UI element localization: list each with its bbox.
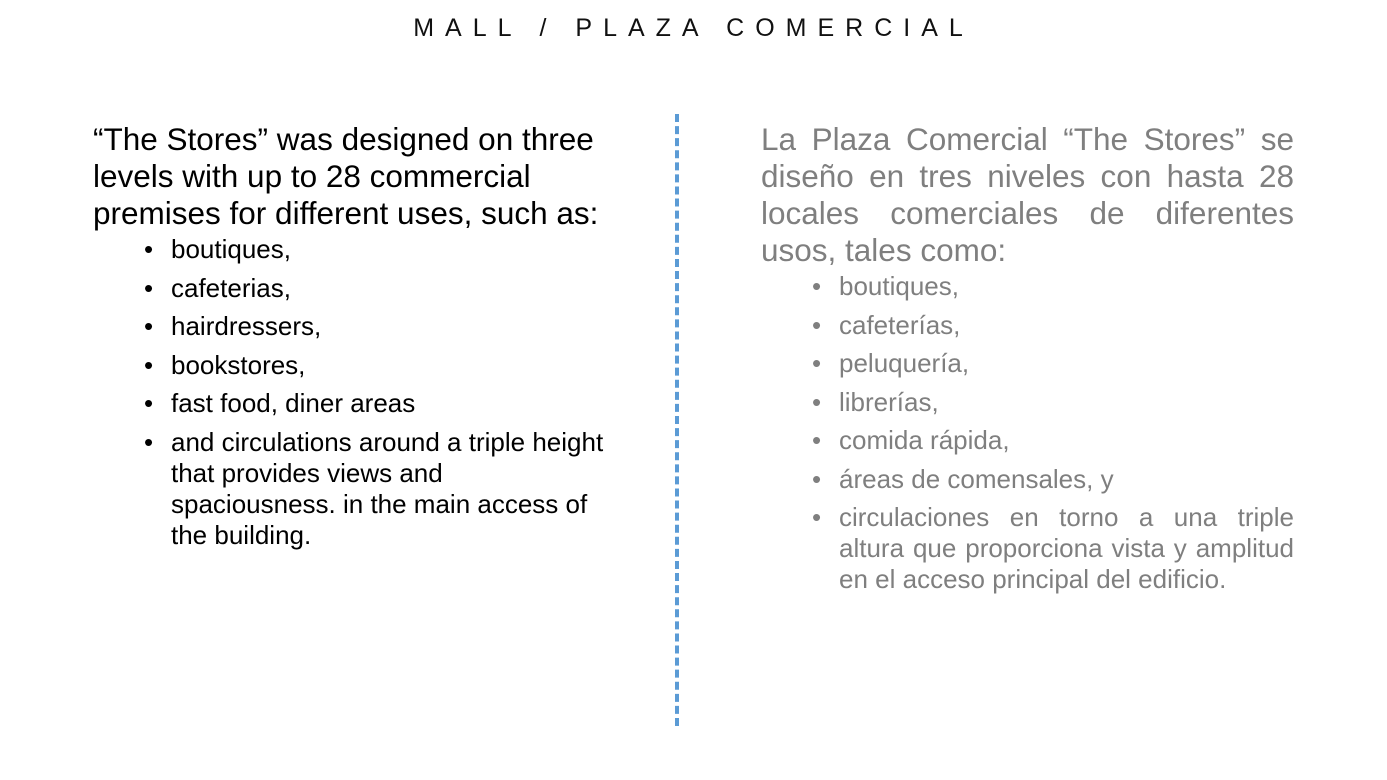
list-item bbox=[761, 425, 1294, 456]
bullet-icon: • bbox=[812, 271, 822, 301]
bullet-icon: • bbox=[812, 386, 822, 417]
bullet-icon: • bbox=[144, 311, 154, 341]
spanish-column bbox=[761, 121, 1294, 603]
bullet-icon: • bbox=[144, 272, 154, 303]
bullet-icon: • bbox=[144, 234, 154, 264]
list-item-text: and circulations around a triple height that provides views and spaciousness. in the main access of the building. bbox=[171, 426, 604, 550]
list-item-text: fast food, diner areas bbox=[171, 388, 416, 418]
bullet-icon: • bbox=[144, 426, 154, 457]
list-item bbox=[93, 388, 613, 419]
list-item bbox=[93, 273, 613, 304]
list-item bbox=[93, 234, 613, 265]
list-item bbox=[761, 310, 1294, 341]
list-item bbox=[93, 311, 613, 342]
list-item-text: comida rápida, bbox=[839, 425, 1010, 455]
list-item-text: cafeterias, bbox=[171, 272, 291, 303]
english-column bbox=[93, 121, 613, 558]
list-item bbox=[761, 387, 1294, 418]
spanish-bullet-list bbox=[761, 271, 1294, 595]
bullet-icon: • bbox=[144, 349, 154, 380]
list-item-text: cafeterías, bbox=[839, 309, 961, 340]
list-item bbox=[761, 464, 1294, 495]
list-item-text: circulaciones en torno a una triple altura que proporciona vista y amplitud en el acceso principal del edificio. bbox=[839, 502, 1294, 594]
spanish-intro: La Plaza Comercial “The Stores” se diseño en tres niveles con hasta 28 locales comerciales de diferentes usos, tales como: bbox=[761, 121, 1294, 268]
list-item-text: boutiques, bbox=[839, 271, 959, 301]
list-item-text: boutiques, bbox=[171, 234, 291, 264]
list-item bbox=[93, 427, 613, 551]
list-item-text: peluquería, bbox=[839, 348, 970, 378]
list-item-text: librerías, bbox=[839, 386, 939, 417]
list-item bbox=[761, 271, 1294, 302]
list-item bbox=[761, 502, 1294, 595]
bullet-icon: • bbox=[812, 502, 822, 532]
bullet-icon: • bbox=[812, 348, 822, 378]
list-item-text: áreas de comensales, y bbox=[839, 463, 1114, 494]
slide-title: MALL / PLAZA COMERCIAL bbox=[413, 14, 974, 42]
column-divider bbox=[675, 114, 679, 726]
english-bullet-list bbox=[93, 234, 613, 551]
bullet-icon: • bbox=[812, 309, 822, 340]
list-item-text: hairdressers, bbox=[171, 311, 322, 341]
bullet-icon: • bbox=[812, 463, 822, 494]
english-intro: “The Stores” was designed on three levels with up to 28 commercial premises for different uses, such as: bbox=[93, 121, 599, 231]
bullet-icon: • bbox=[812, 425, 822, 455]
list-item bbox=[93, 350, 613, 381]
list-item-text: bookstores, bbox=[171, 349, 306, 380]
bullet-icon: • bbox=[144, 388, 154, 418]
list-item bbox=[761, 348, 1294, 379]
